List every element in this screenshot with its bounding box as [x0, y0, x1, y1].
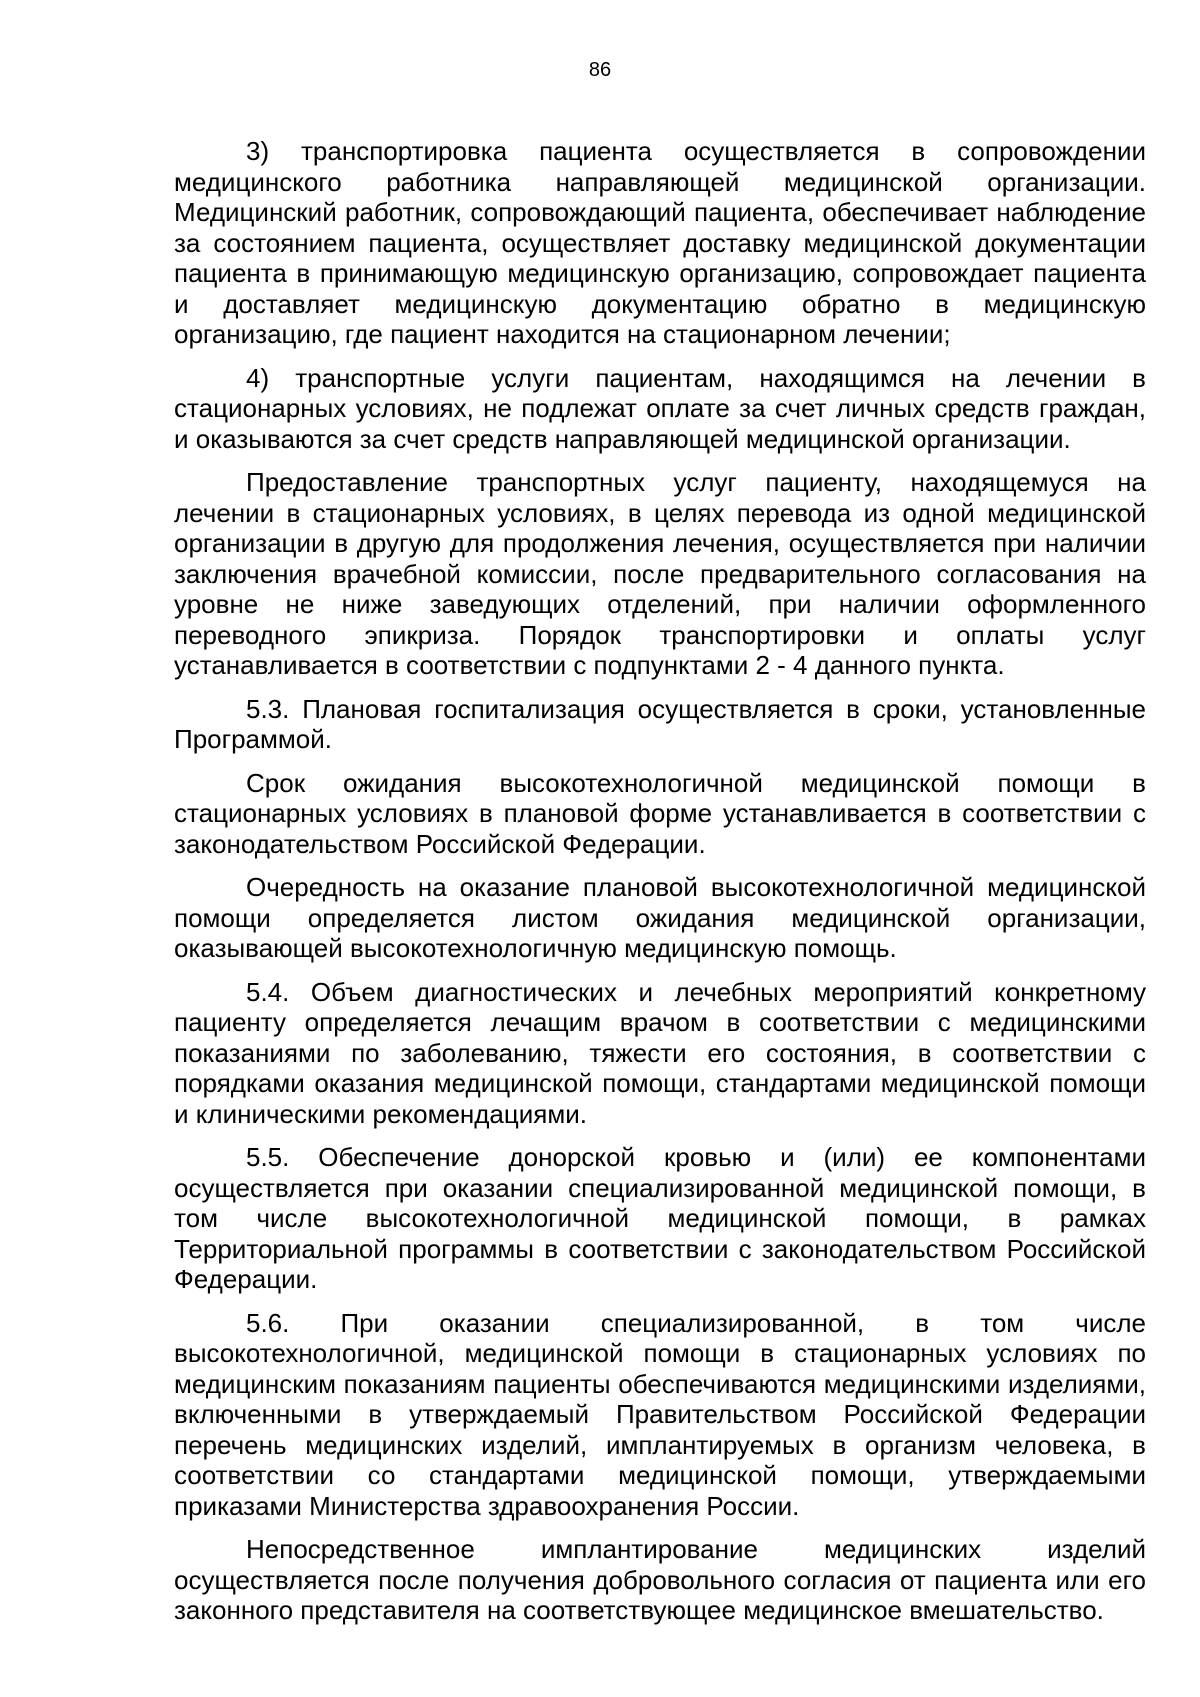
paragraph-item-3-transport: 3) транспортировка пациента осуществляется в сопровождении медицинского работника направляющей медицинской организации. Медицинский работник, сопровождающий пациента, обеспечивает наблюдение за состоянием пациента, осуществляет доставку медицинской документации пациента в принимающую медицинскую организацию, сопровождает пациента и доставляет медицинскую документацию обратно в медицинскую организацию, где пациент находится на стационарном лечении;	[174, 136, 1146, 349]
paragraph-5-3-planned-hospitalization: 5.3. Плановая госпитализация осуществляется в сроки, установленные Программой.	[174, 693, 1146, 754]
document-body	[174, 136, 1146, 1639]
paragraph-implantation-consent: Непосредственное имплантирование медицинских изделий осуществляется после получения добровольного согласия от пациента или его законного представителя на соответствующее медицинское вмешательство.	[174, 1534, 1146, 1625]
paragraph-5-4-diagnostics-volume: 5.4. Объем диагностических и лечебных мероприятий конкретному пациенту определяется лечащим врачом в соответствии с медицинскими показаниями по заболеванию, тяжести его состояния, в соответствии с порядками оказания медицинской помощи, стандартами медицинской помощи и клиническими рекомендациями.	[174, 976, 1146, 1129]
paragraph-hitech-queue: Очередность на оказание плановой высокотехнологичной медицинской помощи определяется листом ожидания медицинской организации, оказывающей высокотехнологичную медицинскую помощь.	[174, 872, 1146, 963]
page-number: 86	[588, 59, 612, 81]
paragraph-5-5-donor-blood: 5.5. Обеспечение донорской кровью и (или) ее компонентами осуществляется при оказании специализированной медицинской помощи, в том числе высокотехнологичной медицинской помощи, в рамках Территориальной программы в соответствии с законодательством Российской Федерации.	[174, 1142, 1146, 1294]
paragraph-transfer-services: Предоставление транспортных услуг пациенту, находящемуся на лечении в стационарных условиях, в целях перевода из одной медицинской организации в другую для продолжения лечения, осуществляется при наличии заключения врачебной комиссии, после предварительного согласования на уровне не ниже заведующих отделений, при наличии оформленного переводного эпикриза. Порядок транспортировки и оплаты услуг устанавливается в соответствии с подпунктами 2 - 4 данного пункта.	[174, 467, 1146, 680]
paragraph-hitech-waiting-period: Срок ожидания высокотехнологичной медицинской помощи в стационарных условиях в плановой форме устанавливается в соответствии с законодательством Российской Федерации.	[174, 767, 1146, 859]
paragraph-item-4-transport-services: 4) транспортные услуги пациентам, находящимся на лечении в стационарных условиях, не подлежат оплате за счет личных средств граждан, и оказываются за счет средств направляющей медицинской организации.	[174, 362, 1146, 454]
paragraph-5-6-medical-devices: 5.6. При оказании специализированной, в том числе высокотехнологичной, медицинской помощи в стационарных условиях по медицинским показаниям пациенты обеспечиваются медицинскими изделиями, включенными в утверждаемый Правительством Российской Федерации перечень медицинских изделий, имплантируемых в организм человека, в соответствии со стандартами медицинской помощи, утверждаемыми приказами Министерства здравоохранения России.	[174, 1307, 1146, 1521]
